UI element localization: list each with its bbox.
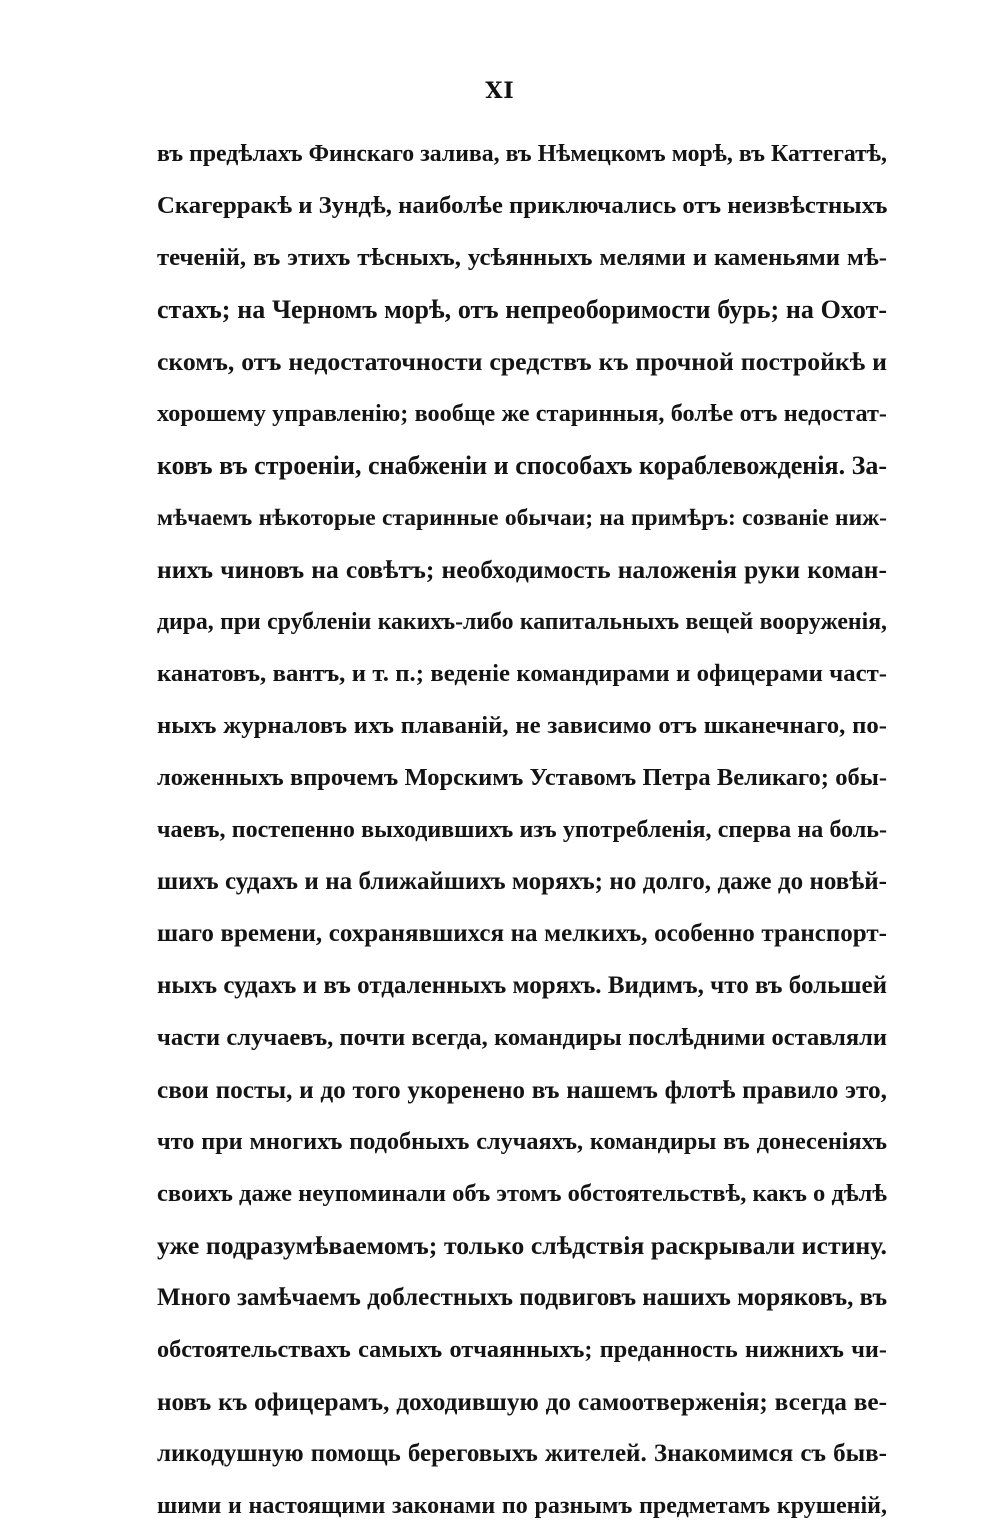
text-line: шими и настоящими законами по разнымъ предметамъ крушеній, <box>157 1493 887 1519</box>
text-line: обстоятельствахъ самыхъ отчаянныхъ; преданность нижнихъ чи- <box>157 1336 887 1363</box>
body-text <box>157 128 887 1532</box>
text-line: своихъ даже неупоминали объ этомъ обстоятельствѣ, какъ о дѣлѣ <box>157 1180 887 1207</box>
text-line: стахъ; на Черномъ морѣ, отъ непреоборимости бурь; на Охот- <box>157 295 887 324</box>
text-line: шаго времени, сохранявшихся на мелкихъ, особенно транспорт- <box>157 920 887 947</box>
text-line: что при многихъ подобныхъ случаяхъ, командиры въ донесеніяхъ <box>157 1128 887 1155</box>
text-line: дира, при срубленіи какихъ-либо капитальныхъ вещей вооруженія, <box>157 609 887 635</box>
text-line: ковъ въ строеніи, снабженіи и способахъ кораблевожденія. За- <box>157 451 887 480</box>
text-line: нихъ чиновъ на совѣтъ; необходимость наложенія руки коман- <box>157 555 887 584</box>
text-line: уже подразумѣваемомъ; только слѣдствія раскрывали истину. <box>157 1231 887 1260</box>
text-line: въ предѣлахъ Финскаго залива, въ Нѣмецкомъ морѣ, въ Каттегатѣ, <box>157 141 887 167</box>
text-line: ныхъ журналовъ ихъ плаваній, не зависимо отъ шканечнаго, по- <box>157 712 887 739</box>
text-line: ныхъ судахъ и въ отдаленныхъ моряхъ. Видимъ, что въ большей <box>157 972 887 999</box>
text-line: хорошему управленію; вообще же старинныя, болѣе отъ недостат- <box>157 400 887 427</box>
text-line: Скагерракѣ и Зундѣ, наиболѣе приключались отъ неизвѣстныхъ <box>157 192 887 219</box>
text-line: свои посты, и до того укоренено въ нашемъ флотѣ правило это, <box>157 1076 887 1104</box>
text-line: мѣчаемъ нѣкоторые старинные обычаи; на примѣръ: созваніе ниж- <box>157 505 887 531</box>
text-line: скомъ, отъ недостаточности средствъ къ прочной постройкѣ и <box>157 347 887 376</box>
text-line: чаевъ, постепенно выходившихъ изъ употребленія, сперва на боль- <box>157 817 887 843</box>
text-line: шихъ судахъ и на ближайшихъ моряхъ; но долго, даже до новѣй- <box>157 868 887 895</box>
text-line: Много замѣчаемъ доблестныхъ подвиговъ нашихъ моряковъ, въ <box>157 1284 887 1311</box>
text-line: канатовъ, вантъ, и т. п.; веденіе командирами и офицерами част- <box>157 660 887 687</box>
text-line: ложенныхъ впрочемъ Морскимъ Уставомъ Петра Великаго; обы- <box>157 764 887 791</box>
text-line: ликодушную помощь береговыхъ жителей. Знакомимся съ быв- <box>157 1440 887 1467</box>
text-line: новъ къ офицерамъ, доходившую до самоотверженія; всегда ве- <box>157 1388 887 1416</box>
text-line: части случаевъ, почти всегда, командиры послѣдними оставляли <box>157 1024 887 1051</box>
text-line: теченій, въ этихъ тѣсныхъ, усѣянныхъ мелями и каменьями мѣ- <box>157 244 887 271</box>
page-number: XI <box>485 78 515 104</box>
